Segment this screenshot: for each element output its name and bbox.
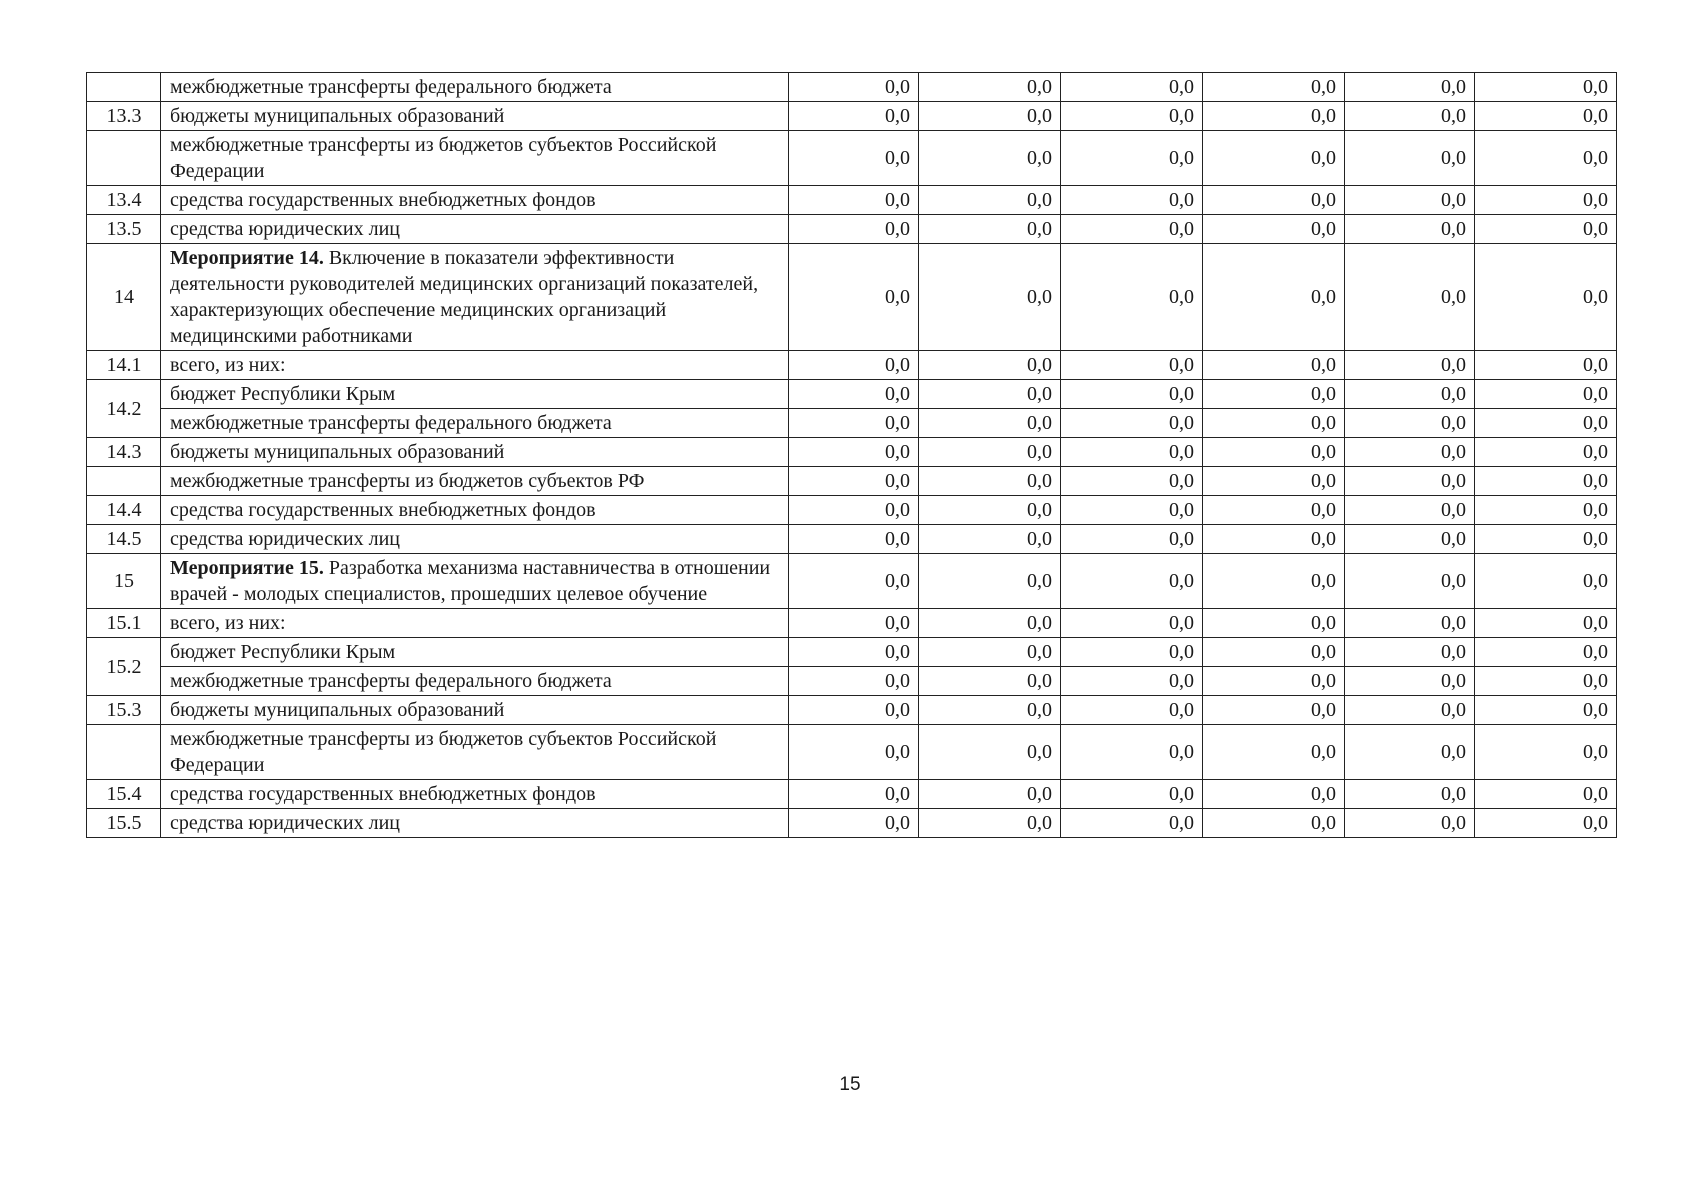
value-cell: 0,0 [919,809,1061,838]
description-text: бюджет Республики Крым [170,641,396,663]
description-text: всего, из них: [170,612,286,634]
description-text: средства юридических лиц [170,218,400,240]
value-cell: 0,0 [1345,380,1475,409]
row-description [161,638,789,667]
value-cell: 0,0 [1061,696,1203,725]
value-cell: 0,0 [919,609,1061,638]
row-description [161,380,789,409]
description-text: бюджеты муниципальных образований [170,105,505,127]
value-cell: 0,0 [1061,438,1203,467]
table-row [87,696,1617,725]
row-number: 15.2 [87,638,161,696]
value-cell: 0,0 [789,467,919,496]
value-cell: 0,0 [919,554,1061,609]
value-cell: 0,0 [919,438,1061,467]
value-cell: 0,0 [789,609,919,638]
description-text: бюджет Республики Крым [170,383,396,405]
row-description [161,696,789,725]
value-cell: 0,0 [1475,609,1617,638]
value-cell: 0,0 [919,409,1061,438]
table-row [87,554,1617,609]
value-cell: 0,0 [919,696,1061,725]
value-cell: 0,0 [789,525,919,554]
measure-title: Мероприятие 14. [170,247,324,269]
row-number: 14.2 [87,380,161,438]
row-number: 13.5 [87,215,161,244]
row-number [87,131,161,186]
value-cell: 0,0 [1203,554,1345,609]
value-cell: 0,0 [1345,609,1475,638]
description-text: Включение в показатели эффективности деятельности руководителей медицинских организаций показателей, характеризующих обеспечение медицинских организаций медицинскими работниками [170,247,759,347]
value-cell: 0,0 [1203,438,1345,467]
row-description [161,186,789,215]
value-cell: 0,0 [789,351,919,380]
value-cell: 0,0 [919,725,1061,780]
value-cell: 0,0 [1345,525,1475,554]
value-cell: 0,0 [1061,467,1203,496]
table-row [87,525,1617,554]
value-cell: 0,0 [1061,380,1203,409]
table-row [87,467,1617,496]
value-cell: 0,0 [1061,496,1203,525]
value-cell: 0,0 [789,725,919,780]
value-cell: 0,0 [1345,73,1475,102]
value-cell: 0,0 [919,351,1061,380]
value-cell: 0,0 [1203,351,1345,380]
row-description [161,73,789,102]
value-cell: 0,0 [1345,351,1475,380]
value-cell: 0,0 [1345,696,1475,725]
value-cell: 0,0 [1345,102,1475,131]
value-cell: 0,0 [919,467,1061,496]
value-cell: 0,0 [1475,244,1617,351]
value-cell: 0,0 [1061,215,1203,244]
description-text: всего, из них: [170,354,286,376]
row-description [161,131,789,186]
value-cell: 0,0 [1061,73,1203,102]
value-cell: 0,0 [789,638,919,667]
table-row [87,244,1617,351]
value-cell: 0,0 [1061,186,1203,215]
value-cell: 0,0 [1061,102,1203,131]
value-cell: 0,0 [919,496,1061,525]
table-row [87,409,1617,438]
value-cell: 0,0 [1345,244,1475,351]
value-cell: 0,0 [1345,725,1475,780]
value-cell: 0,0 [1203,102,1345,131]
value-cell: 0,0 [1475,409,1617,438]
value-cell: 0,0 [1061,725,1203,780]
row-description [161,467,789,496]
value-cell: 0,0 [1475,780,1617,809]
row-number [87,73,161,102]
value-cell: 0,0 [1203,809,1345,838]
row-description [161,809,789,838]
value-cell: 0,0 [919,638,1061,667]
value-cell: 0,0 [1475,351,1617,380]
value-cell: 0,0 [789,409,919,438]
row-number: 14 [87,244,161,351]
value-cell: 0,0 [789,380,919,409]
value-cell: 0,0 [1345,638,1475,667]
value-cell: 0,0 [1061,351,1203,380]
description-text: средства государственных внебюджетных фондов [170,783,596,805]
value-cell: 0,0 [1475,131,1617,186]
value-cell: 0,0 [1475,667,1617,696]
row-description [161,525,789,554]
value-cell: 0,0 [1203,380,1345,409]
value-cell: 0,0 [1475,438,1617,467]
value-cell: 0,0 [1345,467,1475,496]
value-cell: 0,0 [1475,496,1617,525]
row-description [161,102,789,131]
description-text: межбюджетные трансферты из бюджетов субъектов Российской Федерации [170,728,717,776]
value-cell: 0,0 [1345,496,1475,525]
table-row [87,496,1617,525]
value-cell: 0,0 [1345,667,1475,696]
table-row [87,131,1617,186]
value-cell: 0,0 [1203,244,1345,351]
value-cell: 0,0 [919,380,1061,409]
value-cell: 0,0 [1203,609,1345,638]
value-cell: 0,0 [1475,554,1617,609]
value-cell: 0,0 [1345,438,1475,467]
value-cell: 0,0 [919,73,1061,102]
value-cell: 0,0 [1345,809,1475,838]
row-number: 15.1 [87,609,161,638]
value-cell: 0,0 [1475,186,1617,215]
value-cell: 0,0 [1345,554,1475,609]
value-cell: 0,0 [1061,638,1203,667]
value-cell: 0,0 [1203,215,1345,244]
value-cell: 0,0 [1061,609,1203,638]
value-cell: 0,0 [1475,809,1617,838]
value-cell: 0,0 [1061,525,1203,554]
value-cell: 0,0 [789,102,919,131]
description-text: средства юридических лиц [170,812,400,834]
table-row [87,609,1617,638]
row-description [161,409,789,438]
value-cell: 0,0 [919,780,1061,809]
row-number [87,467,161,496]
table-row [87,780,1617,809]
value-cell: 0,0 [1203,131,1345,186]
value-cell: 0,0 [1475,102,1617,131]
row-number: 15.4 [87,780,161,809]
value-cell: 0,0 [1203,496,1345,525]
row-description [161,667,789,696]
value-cell: 0,0 [1061,409,1203,438]
row-description [161,244,789,351]
value-cell: 0,0 [1061,780,1203,809]
row-number: 15 [87,554,161,609]
value-cell: 0,0 [1203,780,1345,809]
description-text: Разработка механизма наставничества в отношении врачей - молодых специалистов, прошедших целевое обучение [170,557,771,605]
value-cell: 0,0 [1203,186,1345,215]
value-cell: 0,0 [789,131,919,186]
value-cell: 0,0 [919,102,1061,131]
table-row [87,215,1617,244]
row-number: 14.3 [87,438,161,467]
row-number: 13.4 [87,186,161,215]
table-row [87,725,1617,780]
value-cell: 0,0 [789,667,919,696]
value-cell: 0,0 [789,215,919,244]
table-row [87,809,1617,838]
description-text: межбюджетные трансферты из бюджетов субъектов РФ [170,470,645,492]
table-row [87,638,1617,667]
row-number [87,725,161,780]
value-cell: 0,0 [1203,638,1345,667]
value-cell: 0,0 [1203,696,1345,725]
value-cell: 0,0 [789,73,919,102]
value-cell: 0,0 [1475,380,1617,409]
value-cell: 0,0 [919,525,1061,554]
value-cell: 0,0 [919,667,1061,696]
value-cell: 0,0 [789,809,919,838]
budget-table [86,72,1617,838]
value-cell: 0,0 [1061,809,1203,838]
description-text: средства государственных внебюджетных фондов [170,499,596,521]
table-row [87,380,1617,409]
row-number: 13.3 [87,102,161,131]
row-number: 15.5 [87,809,161,838]
description-text: межбюджетные трансферты федерального бюджета [170,670,612,692]
row-description [161,438,789,467]
value-cell: 0,0 [1203,725,1345,780]
value-cell: 0,0 [1345,131,1475,186]
description-text: межбюджетные трансферты федерального бюджета [170,76,612,98]
row-description [161,351,789,380]
description-text: средства государственных внебюджетных фондов [170,189,596,211]
value-cell: 0,0 [919,131,1061,186]
value-cell: 0,0 [1475,696,1617,725]
value-cell: 0,0 [789,780,919,809]
value-cell: 0,0 [1345,780,1475,809]
value-cell: 0,0 [1061,667,1203,696]
table-row [87,186,1617,215]
value-cell: 0,0 [1203,467,1345,496]
row-description [161,554,789,609]
value-cell: 0,0 [919,215,1061,244]
value-cell: 0,0 [919,244,1061,351]
table-row [87,102,1617,131]
row-number: 14.1 [87,351,161,380]
value-cell: 0,0 [1475,467,1617,496]
table-row [87,438,1617,467]
value-cell: 0,0 [1061,131,1203,186]
row-description [161,780,789,809]
value-cell: 0,0 [789,496,919,525]
description-text: межбюджетные трансферты федерального бюджета [170,412,612,434]
value-cell: 0,0 [789,554,919,609]
value-cell: 0,0 [1061,244,1203,351]
measure-title: Мероприятие 15. [170,557,324,579]
value-cell: 0,0 [1203,409,1345,438]
value-cell: 0,0 [1203,73,1345,102]
value-cell: 0,0 [1345,409,1475,438]
value-cell: 0,0 [1475,73,1617,102]
value-cell: 0,0 [1475,215,1617,244]
value-cell: 0,0 [789,696,919,725]
value-cell: 0,0 [1475,525,1617,554]
value-cell: 0,0 [1345,215,1475,244]
row-description [161,215,789,244]
description-text: бюджеты муниципальных образований [170,441,505,463]
value-cell: 0,0 [1203,667,1345,696]
budget-table-body [87,73,1617,838]
description-text: межбюджетные трансферты из бюджетов субъектов Российской Федерации [170,134,717,182]
table-row [87,667,1617,696]
value-cell: 0,0 [1475,725,1617,780]
row-number: 14.5 [87,525,161,554]
value-cell: 0,0 [1345,186,1475,215]
row-number: 14.4 [87,496,161,525]
row-description [161,496,789,525]
description-text: бюджеты муниципальных образований [170,699,505,721]
page-number: 15 [839,1074,861,1095]
row-number: 15.3 [87,696,161,725]
description-text: средства юридических лиц [170,528,400,550]
row-description [161,609,789,638]
value-cell: 0,0 [789,244,919,351]
row-description [161,725,789,780]
value-cell: 0,0 [1475,638,1617,667]
value-cell: 0,0 [1061,554,1203,609]
value-cell: 0,0 [789,438,919,467]
table-row [87,351,1617,380]
value-cell: 0,0 [1203,525,1345,554]
value-cell: 0,0 [789,186,919,215]
table-row [87,73,1617,102]
value-cell: 0,0 [919,186,1061,215]
